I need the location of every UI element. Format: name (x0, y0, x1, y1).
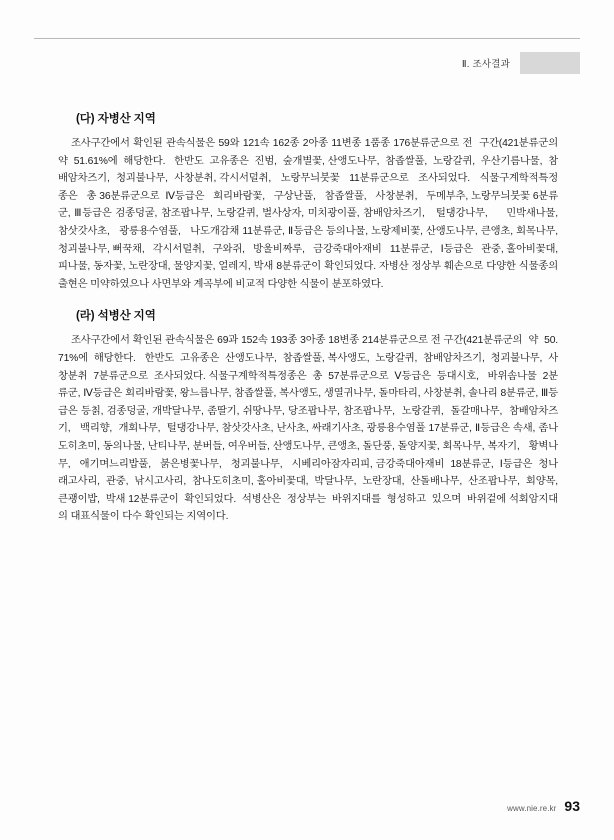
page-footer (507, 798, 580, 814)
section-paragraph: 조사구간에서 확인된 관속식물은 69과 152속 193종 3아종 18변종 214분류군으로 전 구간(421분류군의 약 50.71%에 해당한다. 한반도 고유종은 산앵도나무, 참좁쌀풀, 복사앵도, 노랑갈퀴, 참배암차즈기, 청괴불나무, 사창분취 7분류군으로 조사되었다. 식물구계학적특정종은 총 57분류군으로 Ⅴ등급은 등대시호, 바위솜나물 2분류군, Ⅳ등급은 회리바람꽃, 왕느릅나무, 참좁쌀풀, 복사앵도, 생열귀나무, 돌마타리, 사창분취, 솔나리 8분류군, Ⅲ등급은 등칡, 검종덩굴, 개박달나무, 좀딸기, 쉬땅나무, 당조팝나무, 참조팝나무, 노랑갈퀴, 돌갈매나무, 참배암차즈기, 백리향, 개회나무, 털댕강나무, 참삿갓사초, 난사초, 싸래기사초, 광릉용수염풀 17분류군, Ⅱ등급은 속새, 좀나도히초미, 동의나물, 난티나무, 분버들, 여우버들, 산앵도나무, 큰앵초, 돌단풍, 돌양지꽃, 회목나무, 복자기, 황벽나무, 애기며느리밥풀, 붉은병꽃나무, 청괴불나무, 시베리아잠자리피, 금강죽대아재비 18분류군, Ⅰ등급은 청나래고사리, 관중, 낚시고사리, 참나도히초미, 홀아비꽃대, 박달나무, 노란장대, 산돌배나무, 산조팝나무, 회양목, 큰괭이밥, 박새 12분류군이 확인되었다. 석병산은 정상부는 바위지대를 형성하고 있으며 바위겉에 석회암지대의 대표식물이 다수 확인되는 지역이다. (58, 335, 564, 523)
section-seokbyeongsan (58, 307, 564, 526)
footer-url: www.nie.re.kr (507, 804, 557, 813)
section-jabyeongsan (58, 110, 567, 293)
section-heading: (다) 자병산 지역 (76, 113, 156, 125)
section-paragraph: 조사구간에서 확인된 관속식물은 59와 121속 162종 2아종 11변종 1품종 176분류군으로 전 구간(421분류군의 약 51.61%에 해당한다. 한반도 고유종은 진범, 숲개별꽃, 산앵도나무, 참좁쌀풀, 노랑갈퀴, 우산기름나물, 참배암차즈기, 청괴불나무, 사창분취, 각시서덜취, 노랑무늬붓꽃 11분류군으로 조사되었다. 식물구계학적특정종은 총 36분류군으로 Ⅳ등급은 회리바람꽃, 구상난풀, 참좁쌀풀, 사창분취, 두메부추, 노랑무늬붓꽃 6분류군, Ⅲ등급은 검종덩굴, 참조팝나무, 노랑갈퀴, 벌사상자, 미치광이풀, 참배암차즈기, 털댕강나무, 민박새나물, 참삿갓사초, 광릉용수염풀, 나도개감채 11분류군, Ⅱ등급은 등의나물, 노랑제비꽃, 산앵도나무, 큰앵초, 회목나무, 청괴불나무, 뻐꾹채, 각시서덜취, 구와쥐, 방울비짜루, 금강죽대아재비 11분류군, Ⅰ등급은 관중, 홀아비꽃대, 피나물, 동자꽃, 노란장대, 물양지꽃, 얼레지, 박새 8분류군이 확인되었다. 자병산 정상부 훼손으로 다양한 식물종의 출현은 미약하였으나 사면부와 계곡부에 비교적 다양한 식물이 분포하였다. (58, 138, 567, 290)
section-heading: (라) 석병산 지역 (76, 310, 156, 323)
page-header (0, 0, 614, 84)
header-divider (34, 38, 580, 39)
page-content (58, 96, 567, 528)
header-tab-block (520, 52, 580, 74)
page-number: 93 (564, 798, 580, 814)
header-chapter-label: Ⅱ. 조사결과 (461, 59, 510, 70)
